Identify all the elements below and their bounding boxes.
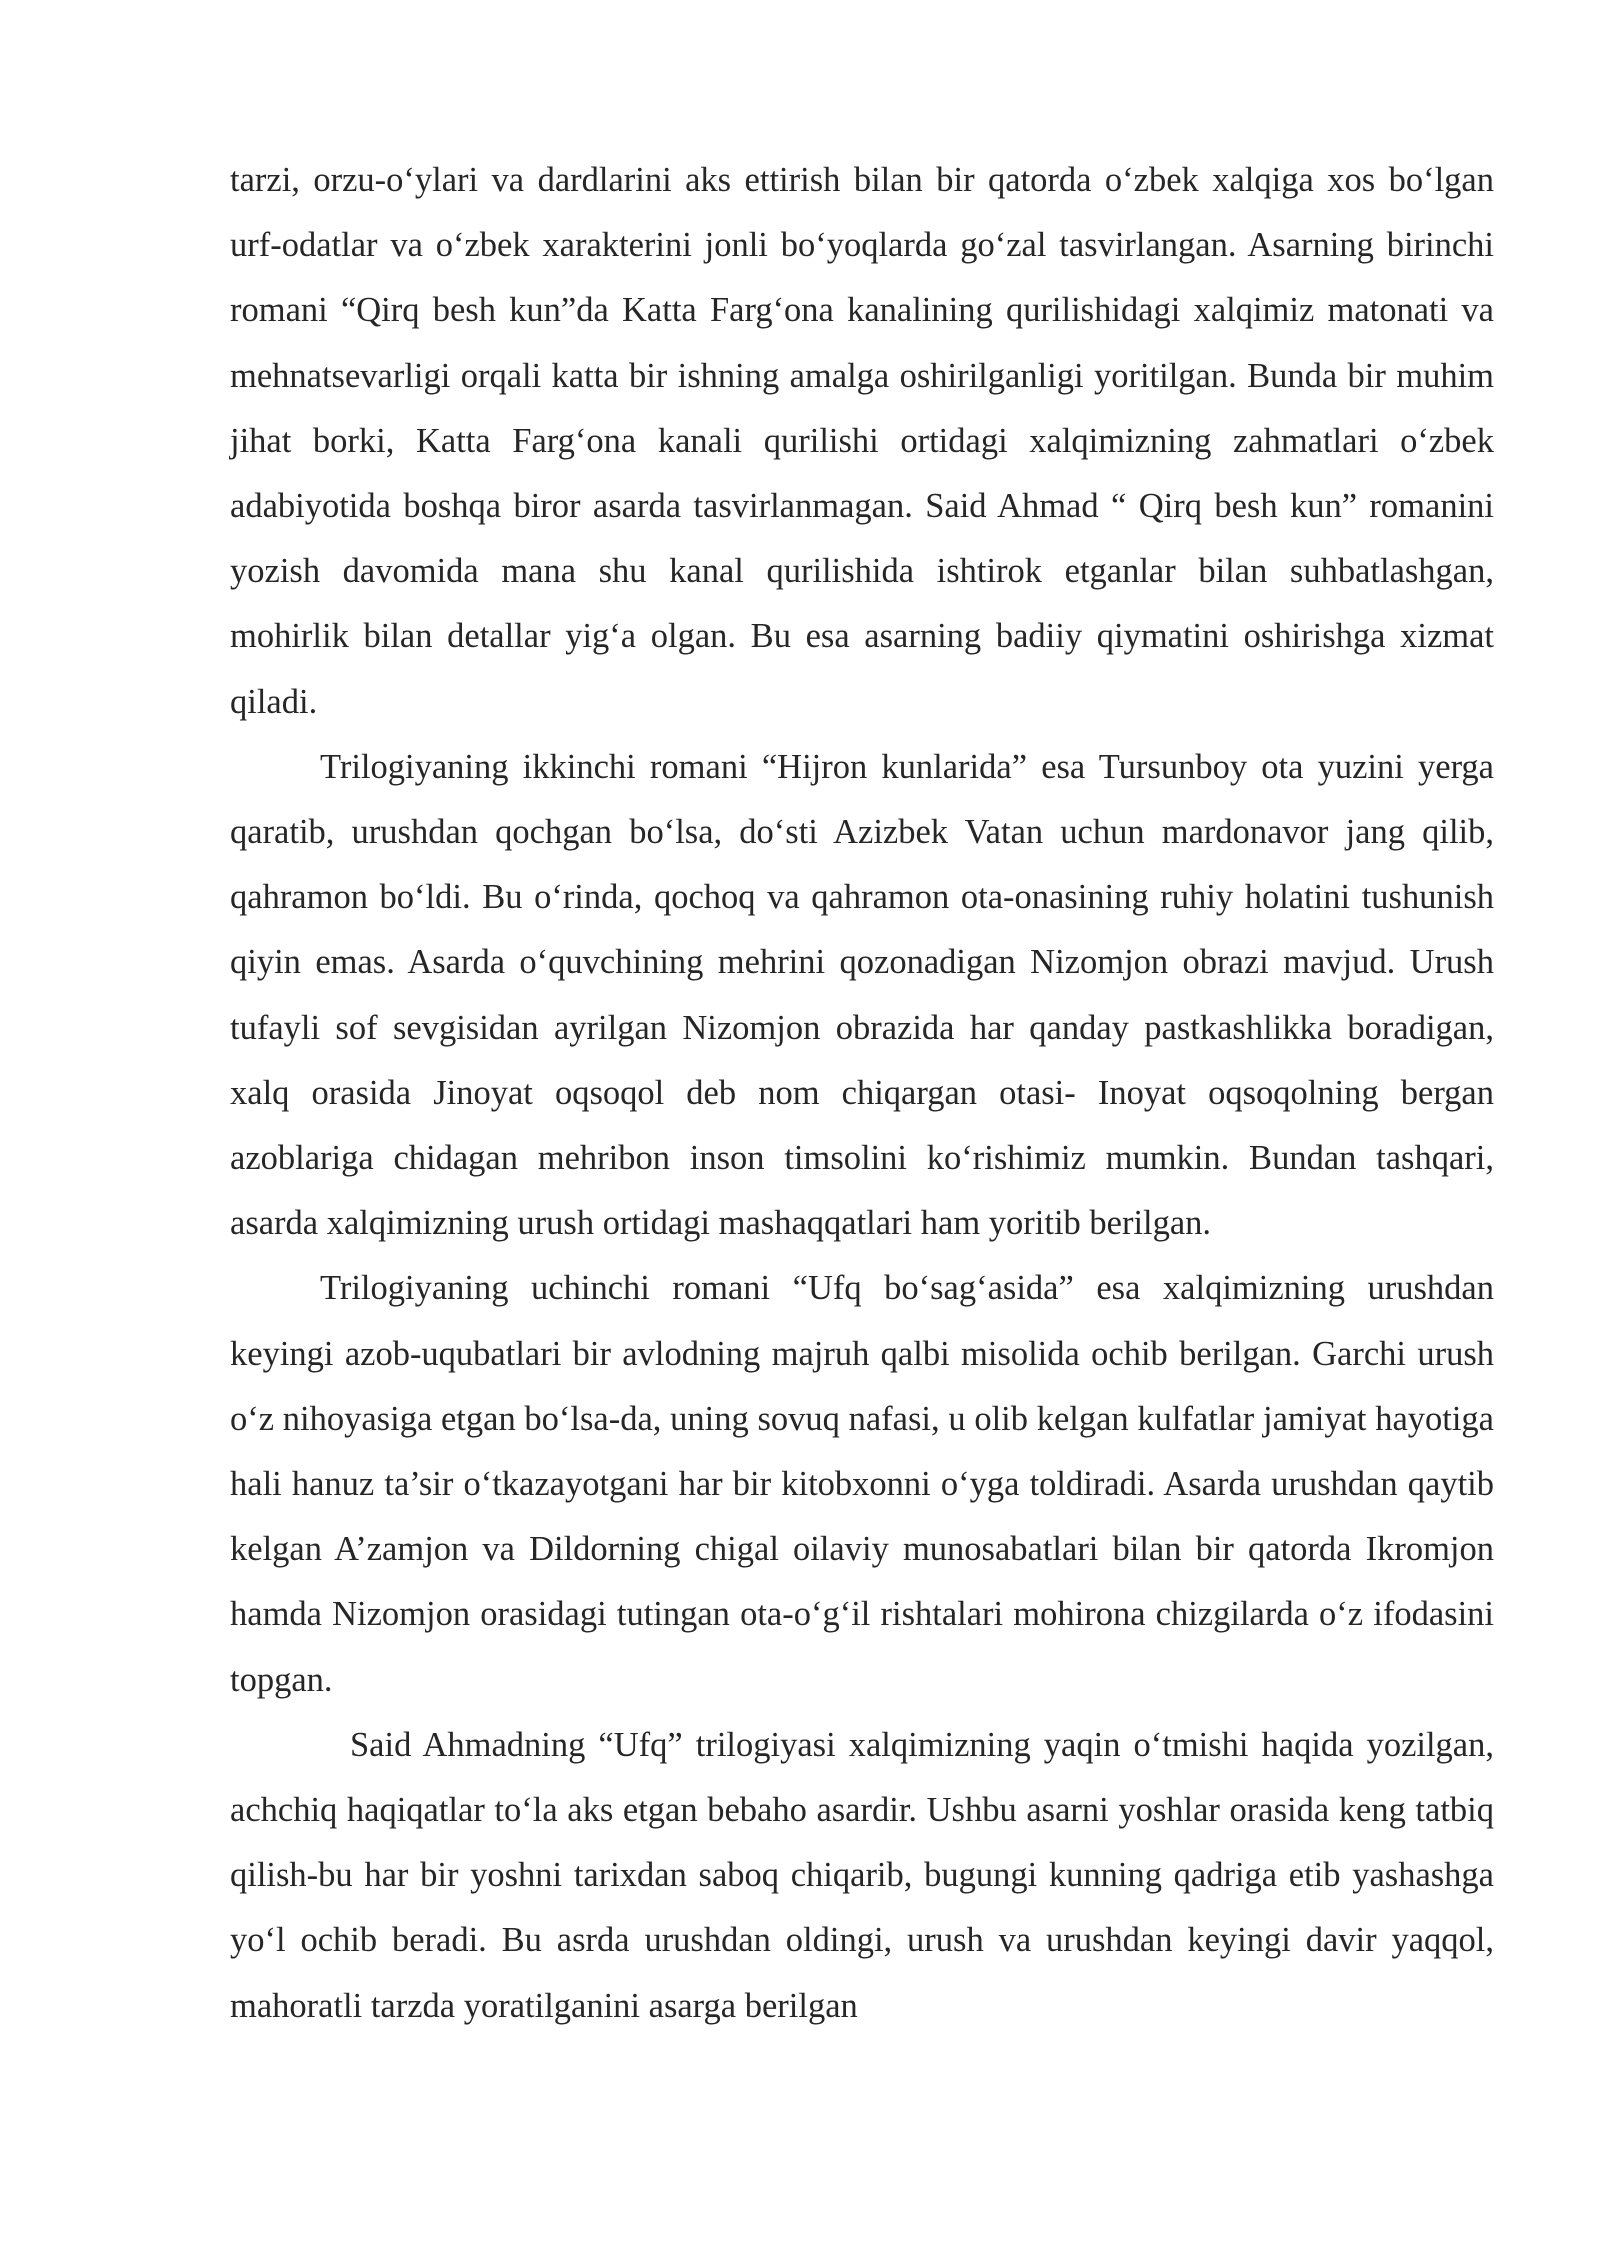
- body-text: [230, 148, 1494, 2039]
- paragraph-continuation: tarzi, orzu-o‘ylari va dardlarini aks ettirish bilan bir qatorda o‘zbek xalqiga xos bo‘lgan urf-odatlar va o‘zbek xarakterini jonli bo‘yoqlarda go‘zal tasvirlangan. Asarning birinchi romani “Qirq besh kun”da Katta Farg‘ona kanalining qurilishidagi xalqimiz matonati va mehnatsevarligi orqali katta bir ishning amalga oshirilganligi yoritilgan. Bunda bir muhim jihat borki, Katta Farg‘ona kanali qurilishi ortidagi xalqimizning zahmatlari o‘zbek adabiyotida boshqa biror asarda tasvirlanmagan. Said Ahmad “ Qirq besh kun” romanini yozish davomida mana shu kanal qurilishida ishtirok etganlar bilan suhbatlashgan, mohirlik bilan detallar yig‘a olgan. Bu esa asarning badiiy qiymatini oshirishga xizmat qiladi.: [230, 161, 1494, 721]
- paragraph-third-novel: Trilogiyaning uchinchi romani “Ufq bo‘sag‘asida” esa xalqimizning urushdan keyingi azob-uqubatlari bir avlodning majruh qalbi misolida ochib berilgan. Garchi urush o‘z nihoyasiga etgan bo‘lsa-da, uning sovuq nafasi, u olib kelgan kulfatlar jamiyat hayotiga hali hanuz ta’sir o‘tkazayotgani har bir kitobxonni o‘yga toldiradi. Asarda urushdan qaytib kelgan A’zamjon va Dildorning chigal oilaviy munosabatlari bilan bir qatorda Ikromjon hamda Nizomjon orasidagi tutingan ota-o‘g‘il rishtalari mohirona chizgilarda o‘z ifodasini topgan.: [230, 1269, 1494, 1699]
- paragraph-second-novel: Trilogiyaning ikkinchi romani “Hijron kunlarida” esa Tursunboy ota yuzini yerga qaratib, urushdan qochgan bo‘lsa, do‘sti Azizbek Vatan uchun mardonavor jang qilib, qahramon bo‘ldi. Bu o‘rinda, qochoq va qahramon ota-onasining ruhiy holatini tushunish qiyin emas. Asarda o‘quvchining mehrini qozonadigan Nizomjon obrazi mavjud. Urush tufayli sof sevgisidan ayrilgan Nizomjon obrazida har qanday pastkashlikka boradigan, xalq orasida Jinoyat oqsoqol deb nom chiqargan otasi- Inoyat oqsoqolning bergan azoblariga chidagan mehribon inson timsolini ko‘rishimiz mumkin. Bundan tashqari, asarda xalqimizning urush ortidagi mashaqqatlari ham yoritib berilgan.: [230, 747, 1494, 1243]
- paragraph-conclusion: Said Ahmadning “Ufq” trilogiyasi xalqimizning yaqin o‘tmishi haqida yozilgan, achchiq haqiqatlar to‘la aks etgan bebaho asardir. Ushbu asarni yoshlar orasida keng tatbiq qilish-bu har bir yoshni tarixdan saboq chiqarib, bugungi kunning qadriga etib yashashga yo‘l ochib beradi. Bu asrda urushdan oldingi, urush va urushdan keyingi davir yaqqol, mahoratli tarzda yoratilganini asarga berilgan: [230, 1725, 1494, 2025]
